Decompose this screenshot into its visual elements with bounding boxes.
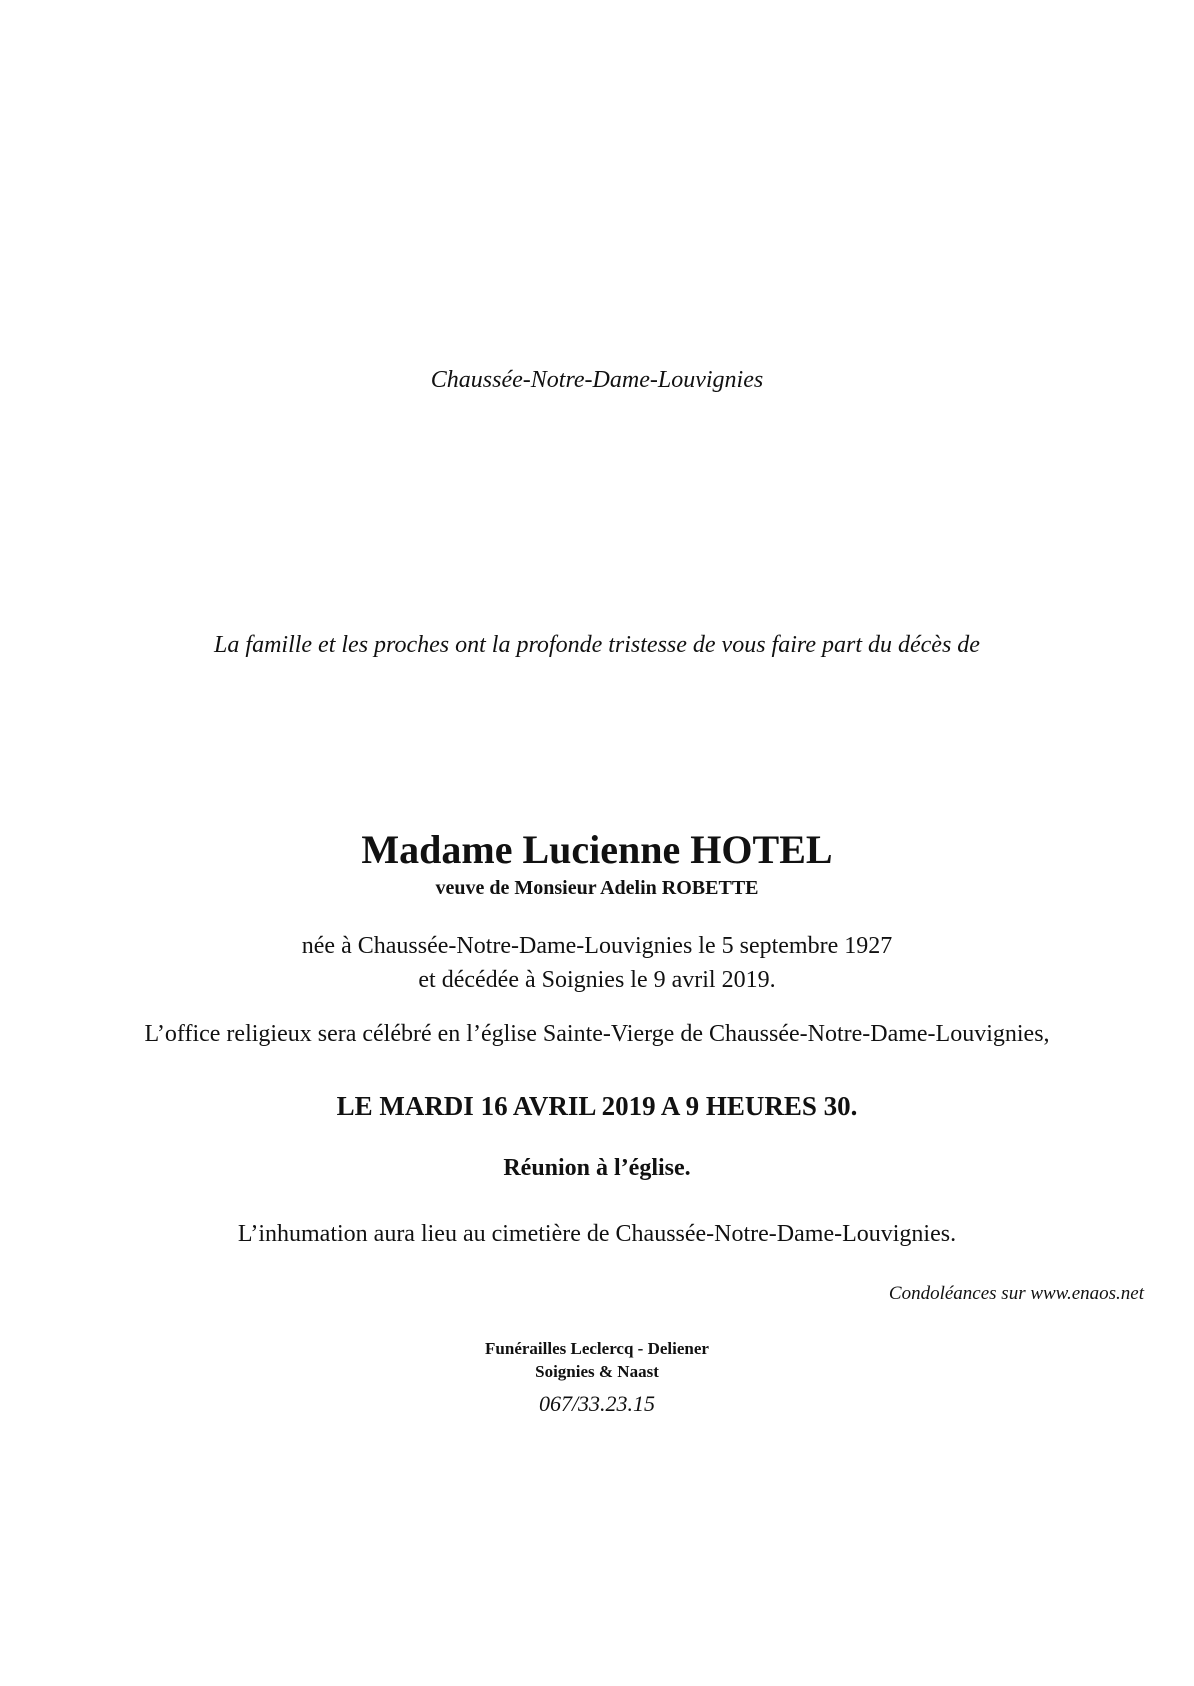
place-header: Chaussée-Notre-Dame-Louvignies [430, 367, 764, 393]
widow-of-line: veuve de Monsieur Adelin ROBETTE [435, 877, 759, 899]
birth-line: née à Chaussée-Notre-Dame-Louvignies le 5 septembre 1927 [301, 933, 893, 959]
funeral-home-location: Soignies & Naast [535, 1362, 659, 1381]
meeting-line: Réunion à l’église. [503, 1155, 691, 1181]
condolences-link[interactable]: Condoléances sur www.enaos.net [888, 1283, 1144, 1304]
intro-text: La famille et les proches ont la profonde tristesse de vous faire part du décès de [214, 632, 980, 658]
funeral-home-name: Funérailles Leclercq - Deliener [485, 1339, 709, 1358]
funeral-datetime: LE MARDI 16 AVRIL 2019 A 9 HEURES 30. [336, 1091, 858, 1121]
funeral-home-phone: 067/33.23.15 [538, 1391, 656, 1416]
death-line: et décédée à Soignies le 9 avril 2019. [418, 967, 776, 993]
burial-line: L’inhumation aura lieu au cimetière de Chaussée-Notre-Dame-Louvignies. [237, 1221, 957, 1247]
service-line: L’office religieux sera célébré en l’église Sainte-Vierge de Chaussée-Notre-Dame-Louvignies, [144, 1021, 1050, 1047]
deceased-name: Madame Lucienne HOTEL [361, 827, 833, 872]
